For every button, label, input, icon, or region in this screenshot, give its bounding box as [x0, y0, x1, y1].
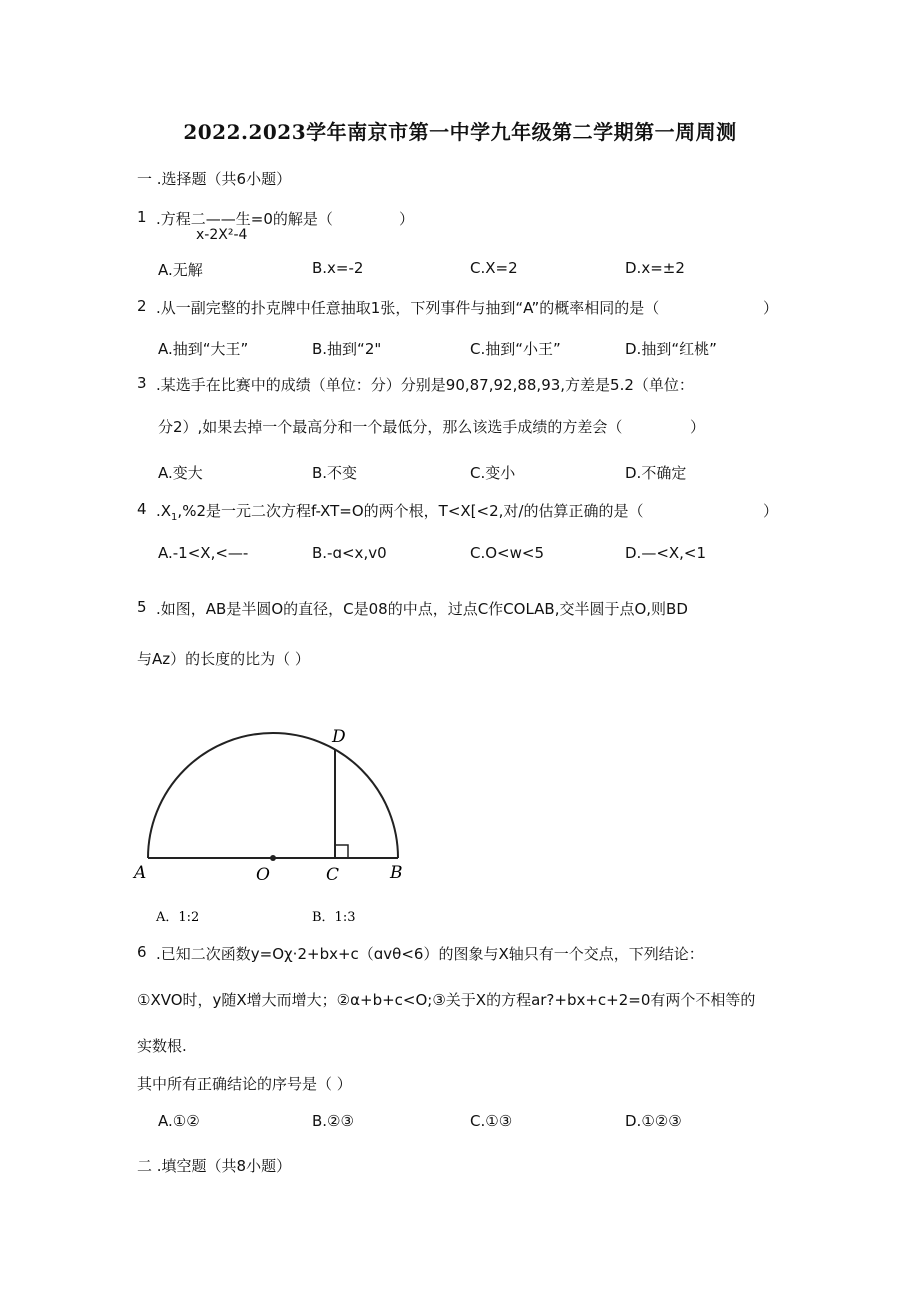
q3-number: 3: [137, 374, 147, 392]
q6-line1: .已知二次函数y=Oχ·2+bx+c（ɑvθ<6）的图象与X轴只有一个交点，下列结论：: [156, 945, 704, 963]
q2-number: 2: [137, 297, 147, 315]
semicircle-diagram: [130, 718, 430, 928]
q6-option-a: A.①②: [158, 1112, 200, 1130]
q1-option-d: D.x=±2: [625, 259, 685, 277]
label-b: B: [390, 863, 403, 883]
q3-option-c: C.变小: [470, 464, 516, 482]
right-angle-mark: [335, 845, 348, 858]
q4-option-b: B.-ɑ<x,v0: [312, 544, 387, 562]
q3-line1: .某选手在比赛中的成绩（单位：分）分别是90,87,92,88,93,方差是5.2（单位：: [156, 376, 694, 394]
q4-option-c: C.O<w<5: [470, 544, 544, 562]
q2-option-c: C.抽到“小王”: [470, 340, 561, 358]
q6-number: 6: [137, 943, 147, 961]
q5-option-a: A．1:2: [156, 910, 200, 925]
q6-option-b: B.②③: [312, 1112, 354, 1130]
q1-close-paren: ）: [399, 210, 415, 228]
q3-close-paren: ）: [690, 418, 706, 436]
q2-text: .从一副完整的扑克牌中任意抽取1张，下列事件与抽到“A”的概率相同的是（: [156, 299, 660, 317]
q4-text: $.X_1,\%2$是一元二次方程f-XT=O的两个根，T<X[<2,对/的估算正确的是（: [156, 502, 644, 523]
q6-option-c: C.①③: [470, 1112, 513, 1130]
semicircle-arc: [148, 733, 398, 858]
section-heading-choice: 一 .选择题（共6小题）: [137, 170, 292, 188]
section-heading-fill: 二 .填空题（共8小题）: [137, 1157, 292, 1175]
q6-line3: 实数根.: [137, 1037, 187, 1055]
q3-option-a: A.变大: [158, 464, 203, 482]
label-o: O: [256, 865, 270, 885]
q1-option-c: C.X=2: [470, 259, 518, 277]
q2-option-a: A.抽到“大王”: [158, 340, 249, 358]
q2-option-b: B.抽到“2": [312, 340, 382, 358]
q3-option-d: D.不确定: [625, 464, 687, 482]
q2-close-paren: ）: [763, 299, 779, 317]
q1-option-a: A.无解: [158, 261, 203, 279]
q3-option-b: B.不变: [312, 464, 358, 482]
semicircle-figure: [130, 718, 430, 928]
q5-line1: .如图，AB是半圆O的直径，C是08的中点，过点C作COLAB,交半圆于点O,则BD: [156, 600, 688, 618]
q6-line2: ①XVO时，y随X增大而增大；②α+b+c<O;③关于X的方程ar?+bx+c+2=0有两个不相等的: [137, 991, 756, 1009]
q1-text: .方程二——生=0的解是（: [156, 210, 333, 228]
q5-option-b: B．1:3: [312, 910, 356, 925]
q3-line2: 分2）,如果去掉一个最高分和一个最低分，那么该选手成绩的方差会（: [158, 418, 623, 436]
page-title: 2022.2023学年南京市第一中学九年级第二学期第一周周测: [183, 120, 737, 144]
q4-close-paren: ）: [763, 502, 779, 520]
q6-line4: 其中所有正确结论的序号是（ ）: [137, 1075, 352, 1093]
label-a: A: [134, 863, 147, 883]
q1-denominators: x-2X²-4: [196, 227, 248, 243]
q4-number: 4: [137, 500, 147, 518]
q1-option-b: B.x=-2: [312, 259, 364, 277]
label-c: C: [326, 865, 340, 885]
q5-number: 5: [137, 598, 147, 616]
q5-line2: 与Az）的长度的比为（ ）: [137, 650, 310, 668]
q4-option-d: D.—<X,<1: [625, 544, 707, 562]
label-d: D: [332, 727, 346, 747]
q1-number: 1: [137, 208, 147, 226]
center-point-o: [270, 855, 276, 861]
q2-option-d: D.抽到“红桃”: [625, 340, 717, 358]
q4-option-a: A.-1<X,<—-: [158, 544, 249, 562]
q6-option-d: D.①②③: [625, 1112, 682, 1130]
